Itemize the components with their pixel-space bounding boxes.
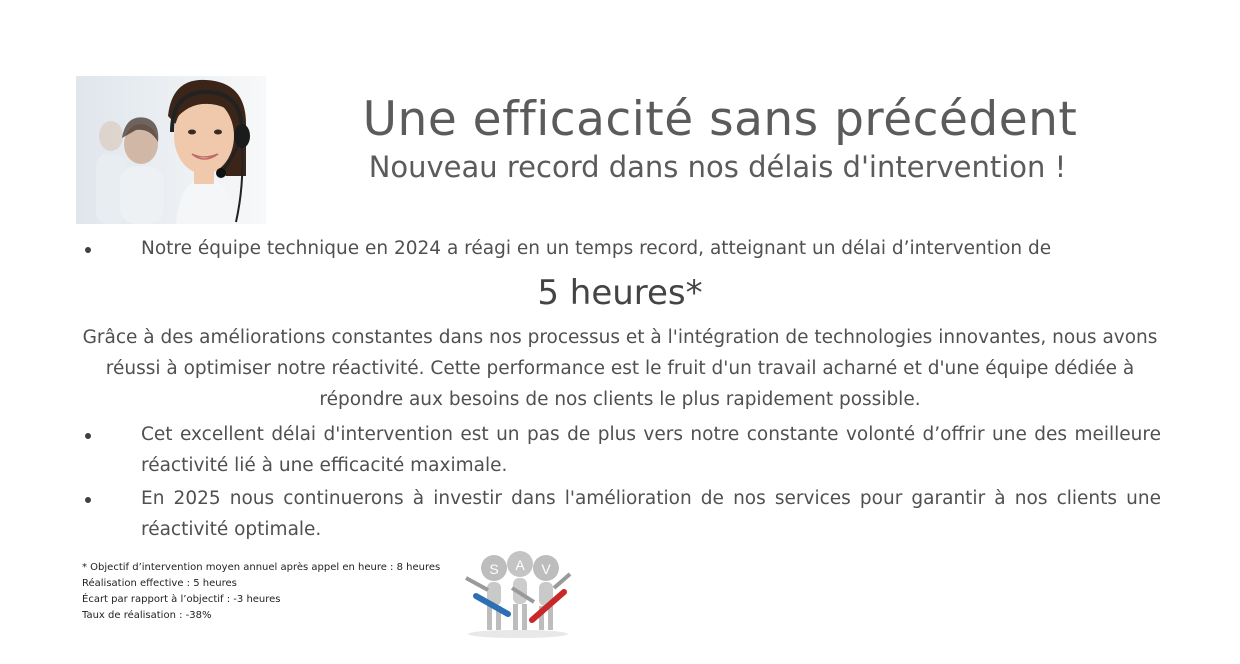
- sav-letter-v: V: [541, 561, 551, 577]
- footnote-actual: Réalisation effective : 5 heures: [82, 578, 237, 589]
- bullet-marker: [85, 433, 91, 439]
- support-agent-photo: [76, 76, 266, 224]
- bullet-marker: [85, 497, 91, 503]
- sav-letter-a: A: [515, 557, 525, 573]
- sav-figures-icon: [458, 548, 576, 638]
- sav-logo: [458, 548, 576, 638]
- footnote-objective: * Objectif d’intervention moyen annuel après appel en heure : 8 heures: [82, 562, 441, 573]
- sav-letter-s: S: [489, 561, 499, 577]
- body-paragraph: Grâce à des améliorations constantes dans nos processus et à l'intégration de technologies innovantes, nous avons réussi à optimiser notre réactivité. Cette performance est le fruit d'un travail acharné et d'une équipe dédiée à répondre aux besoins de nos clients le plus rapidement possible.: [82, 327, 1158, 410]
- page-title: Une efficacité sans précédent: [362, 92, 1078, 147]
- bullet-intervention-delay: Notre équipe technique en 2024 a réagi en un temps record, atteignant un délai d’intervention de: [141, 238, 1052, 259]
- headset-agents-image: [76, 76, 266, 224]
- footnote-gap: Écart par rapport à l’objectif : -3 heures: [82, 594, 281, 605]
- footnotes: [82, 560, 440, 624]
- footnote-rate: Taux de réalisation : -38%: [82, 610, 212, 621]
- highlight-value: 5 heures*: [537, 273, 703, 313]
- bullet-reactivity: Cet excellent délai d'intervention est un pas de plus vers notre constante volonté d’offrir une des meilleure réactivité lié à une efficacité maximale.: [141, 424, 1161, 476]
- bullet-marker: [85, 247, 91, 253]
- bullet-2025-plan: En 2025 nous continuerons à investir dans l'amélioration de nos services pour garantir à nos clients une réactivité optimale.: [141, 488, 1161, 540]
- page-subtitle: Nouveau record dans nos délais d'intervention !: [368, 150, 1067, 184]
